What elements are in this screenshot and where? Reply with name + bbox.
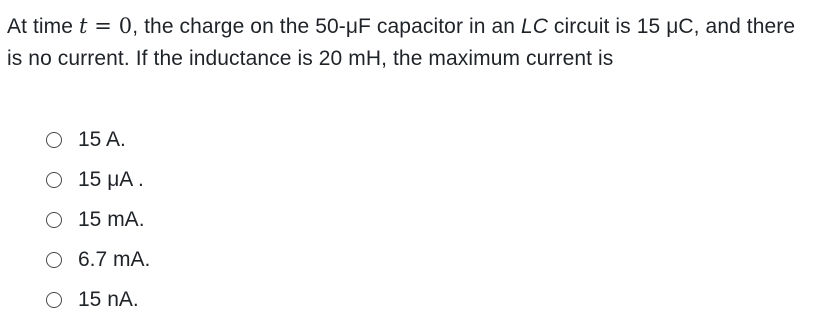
radio-button-icon[interactable]	[46, 132, 62, 148]
answer-option-1[interactable]	[46, 120, 150, 160]
answer-option-label: 15 μA .	[78, 168, 144, 191]
question-text-part-2: , the charge on the 50-μF capacitor in an	[132, 15, 521, 38]
radio-button-icon[interactable]	[46, 252, 62, 268]
question-text	[7, 10, 807, 75]
answer-option-5[interactable]	[46, 280, 150, 320]
radio-button-icon[interactable]	[46, 292, 62, 308]
answer-option-label: 15 nA.	[78, 288, 139, 311]
circuit-type: LC	[520, 15, 548, 38]
answer-option-3[interactable]	[46, 200, 150, 240]
answer-option-label: 15 mA.	[78, 208, 145, 231]
answer-options	[46, 120, 150, 320]
answer-option-label: 6.7 mA.	[78, 248, 151, 271]
answer-option-4[interactable]	[46, 240, 150, 280]
answer-option-label: 15 A.	[78, 128, 126, 151]
radio-button-icon[interactable]	[46, 172, 62, 188]
time-variable: t	[78, 14, 88, 38]
radio-button-icon[interactable]	[46, 212, 62, 228]
question-text-part-3: circuit is 15 μC, and there is no current. If the inductance is 20 mH, the maximum current is	[7, 15, 796, 70]
question-text-part-1: At time	[7, 15, 79, 38]
equals-sign: =	[87, 14, 119, 38]
time-value: 0	[118, 14, 133, 38]
answer-option-2[interactable]	[46, 160, 150, 200]
